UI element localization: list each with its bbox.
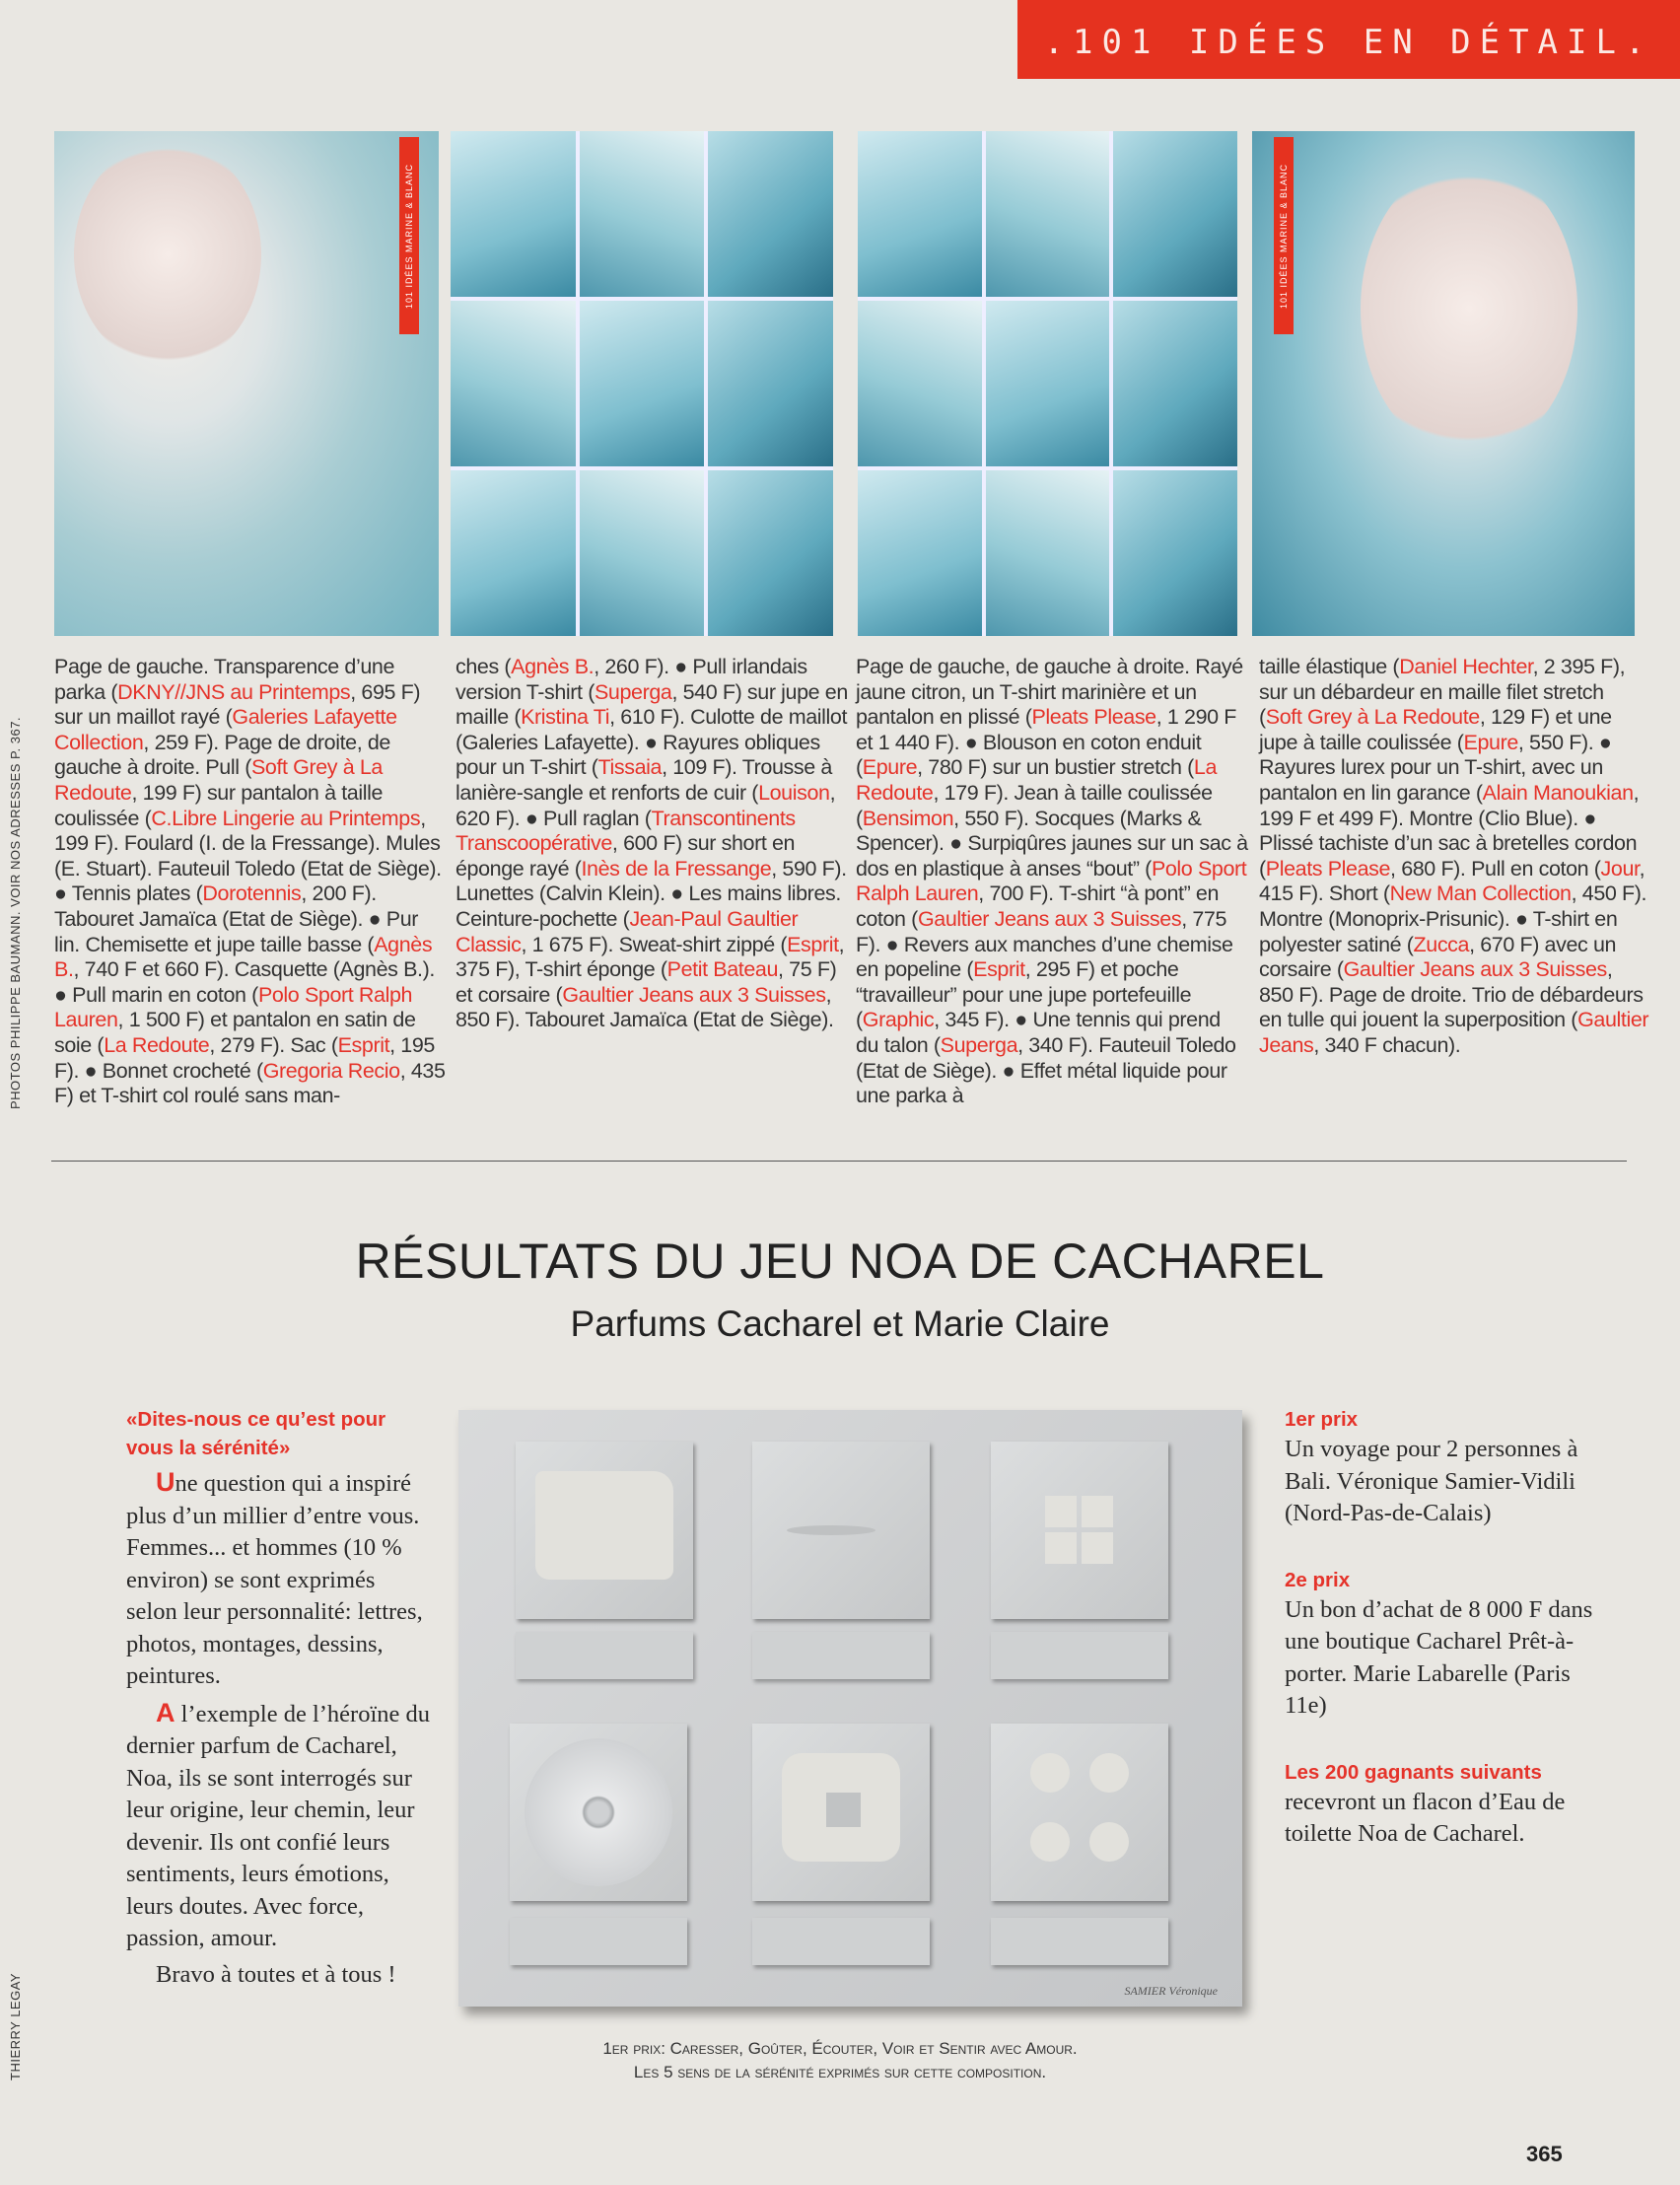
drop-cap: A bbox=[156, 1697, 175, 1727]
prize-heading: 1er prix bbox=[1285, 1408, 1359, 1431]
text-segment: , 259 F). Page de droite, de gauche à droite. Pull ( bbox=[54, 730, 390, 780]
drop-cap: U bbox=[156, 1467, 175, 1497]
caption-line: Les 5 sens de la sérénité exprimés sur cette composition. bbox=[633, 2063, 1047, 2081]
text-segment: Page de gauche, de gauche à droite. Rayé jaune citron, un T-shirt marinière et un pantalon en plissé ( bbox=[856, 655, 1243, 730]
brand-reference: Epure bbox=[1463, 730, 1518, 754]
text-segment: , 260 F). ● Pull irlandais version T-shirt ( bbox=[455, 655, 807, 704]
text-column-4 bbox=[1259, 655, 1651, 1059]
text-segment: , 1 290 F et 1 440 F). ● Blouson en coton enduit ( bbox=[856, 705, 1237, 780]
brand-reference: Daniel Hechter bbox=[1399, 655, 1533, 678]
text-segment: , 1 675 F). Sweat-shirt zippé ( bbox=[521, 932, 788, 956]
brand-reference: New Man Collection bbox=[1389, 881, 1572, 906]
text-segment: , 775 F). ● Revers aux manches d’une chemise en popeline ( bbox=[856, 906, 1233, 982]
text-segment: , 2 395 F), sur un débardeur en maille filet stretch ( bbox=[1259, 655, 1626, 730]
brand-reference: Graphic bbox=[862, 1008, 935, 1032]
text-segment: , 700 F). T-shirt “à pont” en coton ( bbox=[856, 881, 1220, 931]
prize-heading: Les 200 gagnants suivants bbox=[1285, 1760, 1542, 1784]
prize-text: Un voyage pour 2 personnes à Bali. Véronique Samier-Vidili (Nord-Pas-de-Calais) bbox=[1285, 1436, 1578, 1526]
text-column-2 bbox=[455, 655, 848, 1033]
photo-spread-4 bbox=[1252, 131, 1635, 636]
text-segment: , 340 F chacun). bbox=[1313, 1032, 1461, 1057]
brand-reference: Gaultier Jeans aux 3 Suisses bbox=[562, 982, 826, 1007]
text-segment: , 295 F) et poche “travailleur” pour une jupe portefeuille ( bbox=[856, 957, 1192, 1032]
brand-reference: Jean-Paul Gaultier Classic bbox=[455, 906, 799, 956]
brand-reference: C.Libre Lingerie au Printemps bbox=[151, 806, 421, 830]
winning-artwork bbox=[458, 1410, 1242, 2007]
prize-text: Un bon d’achat de 8 000 F dans une boutique Cacharel Prêt-à-porter. Marie Labarelle (Paris 11e) bbox=[1285, 1595, 1593, 1719]
brand-reference: Superga bbox=[594, 679, 672, 704]
section-divider bbox=[51, 1161, 1627, 1162]
text-segment: , 1 500 F) et pantalon en satin de soie ( bbox=[54, 1008, 416, 1057]
brand-reference: Polo Sport Ralph Lauren bbox=[54, 982, 413, 1032]
contest-subtitle: Parfums Cacharel et Marie Claire bbox=[570, 1304, 1110, 1344]
brand-reference: Esprit bbox=[973, 957, 1025, 982]
brand-reference: Dorotennis bbox=[202, 881, 302, 906]
contest-intro bbox=[126, 1405, 432, 1991]
closing-line: Bravo à toutes et à tous ! bbox=[156, 1960, 396, 1988]
text-segment: , 75 F) et corsaire ( bbox=[455, 957, 837, 1007]
art-tile bbox=[510, 1724, 687, 1901]
art-tile bbox=[991, 1724, 1168, 1901]
text-segment: , 740 F et 660 F). Casquette (Agnès B.). ● Pull marin en coton ( bbox=[54, 957, 435, 1007]
brand-reference: Pleats Please bbox=[1265, 856, 1391, 881]
text-column-3 bbox=[856, 655, 1248, 1109]
text-segment: , 435 F) et T-shirt col roulé sans man- bbox=[54, 1058, 446, 1108]
prize-text: recevront un flacon d’Eau de toilette Noa de Cacharel. bbox=[1285, 1788, 1566, 1847]
art-tile bbox=[991, 1442, 1168, 1619]
brand-reference: Superga bbox=[940, 1032, 1018, 1057]
brand-reference: Esprit bbox=[337, 1032, 390, 1057]
photo-spread-3 bbox=[858, 131, 1237, 636]
text-segment: , 199 F). Foulard (I. de la Fressange). Mules (E. Stuart). Fauteuil Toledo (Etat de Siège). ● Tennis plates ( bbox=[54, 806, 442, 906]
text-segment: Page de gauche. Transparence d’une parka ( bbox=[54, 655, 395, 704]
brand-reference: Zucca bbox=[1413, 932, 1470, 956]
text-segment: , 195 F). ● Bonnet crocheté ( bbox=[54, 1032, 435, 1083]
caption-line: 1er prix: Caresser, Goûter, Écouter, Voir et Sentir avec Amour. bbox=[602, 2039, 1078, 2058]
brand-reference: Esprit bbox=[787, 932, 839, 956]
text-segment: , 199 F) sur pantalon à taille coulissée ( bbox=[54, 780, 384, 830]
brand-reference: Gaultier Jeans bbox=[1259, 1008, 1649, 1057]
artwork-signature: SAMIER Véronique bbox=[1124, 1984, 1218, 1998]
contest-title: RÉSULTATS DU JEU NOA DE CACHAREL bbox=[355, 1233, 1325, 1289]
text-segment: , 590 F). Lunettes (Calvin Klein). ● Les mains libres. Ceinture-pochette ( bbox=[455, 856, 847, 931]
text-segment: ches ( bbox=[455, 655, 512, 678]
brand-reference: Bensimon bbox=[862, 806, 954, 830]
text-segment: , 109 F). Trousse à lanière-sangle et renforts de cuir ( bbox=[455, 755, 832, 805]
text-column-1 bbox=[54, 655, 447, 1109]
brand-reference: Polo Sport Ralph Lauren bbox=[856, 856, 1247, 906]
text-segment: , 200 F). Tabouret Jamaïca (Etat de Siège). ● Pur lin. Chemisette et jupe taille basse ( bbox=[54, 881, 419, 956]
art-tile bbox=[752, 1724, 930, 1901]
text-segment: , 129 F) et une jupe à taille coulissée ( bbox=[1259, 705, 1612, 754]
brand-reference: Tissaia bbox=[597, 755, 663, 780]
text-segment: , 345 F). ● Une tennis qui prend du talon ( bbox=[856, 1008, 1221, 1057]
brand-reference: Alain Manoukian bbox=[1482, 780, 1634, 805]
prize-heading: 2e prix bbox=[1285, 1568, 1351, 1591]
text-segment: , 415 F). Short ( bbox=[1259, 856, 1645, 906]
brand-reference: Jour bbox=[1600, 856, 1640, 881]
text-segment: , 199 F et 499 F). Montre (Clio Blue). ● Plissé tachiste d’un sac à bretelles cordon ( bbox=[1259, 780, 1640, 881]
photo-spread-1 bbox=[54, 131, 439, 636]
brand-reference: La Redoute bbox=[856, 755, 1218, 805]
text-segment: , 179 F). Jean à taille coulissée ( bbox=[856, 780, 1213, 830]
brand-reference: Galeries Lafayette Collection bbox=[54, 705, 397, 754]
question-heading: «Dites-nous ce qu’est pour vous la sérénité» bbox=[126, 1408, 386, 1459]
brand-reference: La Redoute bbox=[104, 1032, 210, 1057]
brand-reference: Louison bbox=[758, 780, 830, 805]
model-face bbox=[74, 141, 261, 368]
text-segment: , 780 F) sur un bustier stretch ( bbox=[917, 755, 1194, 780]
brand-reference: Transcontinents Transcoopérative bbox=[455, 806, 796, 856]
text-segment: , 850 F). Page de droite. Trio de débardeurs en tulle qui jouent la superposition ( bbox=[1259, 957, 1644, 1032]
brand-reference: DKNY//JNS au Printemps bbox=[117, 679, 351, 704]
photo-tag: 101 IDÉES MARINE & BLANC bbox=[1274, 137, 1294, 334]
brand-reference: Soft Grey à La Redoute bbox=[54, 755, 383, 805]
text-segment: , 610 F). Culotte de maillot (Galeries Lafayette). ● Rayures obliques pour un T-shirt ( bbox=[455, 705, 848, 780]
model-face bbox=[1361, 161, 1577, 457]
art-tile bbox=[752, 1442, 930, 1619]
text-segment: , 540 F) sur jupe en maille ( bbox=[455, 679, 848, 730]
text-segment: taille élastique ( bbox=[1259, 655, 1400, 678]
intro-paragraph bbox=[126, 1466, 432, 1693]
text-segment: , 850 F). Tabouret Jamaïca (Etat de Siège). bbox=[455, 982, 834, 1032]
paragraph-text: ne question qui a inspiré plus d’un millier d’entre vous. Femmes... et hommes (10 % environ) se sont exprimés selon leur personnalité: lettres, photos, montages, dessins, peintures. bbox=[126, 1470, 423, 1689]
text-segment: , 375 F), T-shirt éponge ( bbox=[455, 932, 845, 982]
photo-tag: 101 IDÉES MARINE & BLANC bbox=[399, 137, 419, 334]
text-segment: , 695 F) sur un maillot rayé ( bbox=[54, 679, 421, 730]
photo-spread-2 bbox=[451, 131, 833, 636]
section-header: .101 IDÉES EN DÉTAIL. bbox=[1017, 0, 1680, 79]
prize-list bbox=[1285, 1405, 1610, 1851]
brand-reference: Gaultier Jeans aux 3 Suisses bbox=[1343, 957, 1607, 982]
text-segment: , 279 F). Sac ( bbox=[209, 1032, 338, 1057]
photo-credit: PHOTOS PHILIPPE BAUMANN. VOIR NOS ADRESSES P. 367. bbox=[8, 716, 23, 1109]
text-segment: , 670 F) avec un corsaire ( bbox=[1259, 932, 1617, 982]
brand-reference: Agnès B. bbox=[511, 655, 595, 678]
brand-reference: Kristina Ti bbox=[521, 705, 610, 730]
brand-reference: Agnès B. bbox=[54, 932, 433, 982]
text-segment: , 620 F). ● Pull raglan ( bbox=[455, 780, 836, 830]
brand-reference: Epure bbox=[862, 755, 918, 780]
brand-reference: Soft Grey à La Redoute bbox=[1265, 705, 1480, 730]
text-segment: , 450 F). Montre (Monoprix-Prisunic). ● T-shirt en polyester satiné ( bbox=[1259, 881, 1647, 956]
art-tile bbox=[516, 1442, 693, 1619]
brand-reference: Petit Bateau bbox=[666, 957, 779, 982]
brand-reference: Pleats Please bbox=[1031, 705, 1156, 730]
artwork-caption bbox=[0, 2037, 1680, 2084]
intro-paragraph bbox=[126, 1697, 432, 1955]
brand-reference: Gaultier Jeans aux 3 Suisses bbox=[917, 906, 1182, 931]
text-segment: , 600 F) sur short en éponge rayé ( bbox=[455, 831, 796, 881]
text-segment: , 680 F). Pull en coton ( bbox=[1390, 856, 1601, 881]
page-number: 365 bbox=[1526, 2142, 1563, 2166]
paragraph-text: l’exemple de l’héroïne du dernier parfum de Cacharel, Noa, ils se sont interrogés sur leur origine, leur chemin, leur devenir. Ils ont confié leurs sentiments, leurs émotions, leurs doutes. Avec force, passion, amour. bbox=[126, 1700, 431, 1951]
text-segment: , 550 F). ● Rayures lurex pour un T-shirt, avec un pantalon en lin garance ( bbox=[1259, 730, 1612, 805]
brand-reference: Gregoria Recio bbox=[262, 1058, 400, 1083]
text-segment: , 340 F). Fauteuil Toledo (Etat de Siège). ● Effet métal liquide pour une parka à bbox=[856, 1032, 1236, 1108]
text-segment: , 550 F). Socques (Marks & Spencer). ● Surpiqûres jaunes sur un sac à dos en plastique à anses “bout” ( bbox=[856, 806, 1248, 881]
photo-credit-bottom: THIERRY LEGAY bbox=[8, 1972, 23, 2080]
brand-reference: Inès de la Fressange bbox=[581, 856, 772, 881]
